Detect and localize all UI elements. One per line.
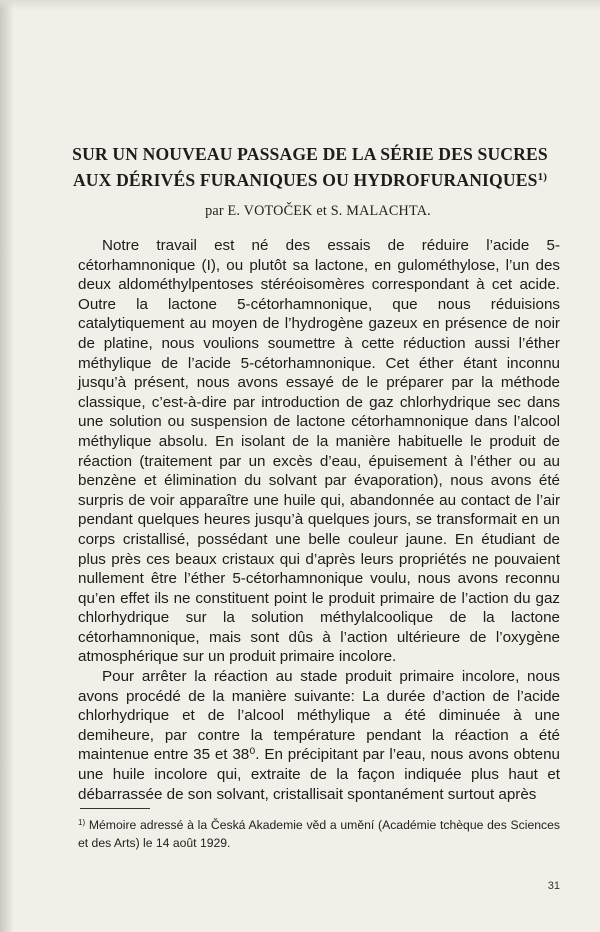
author-line: par E. VOTOČEK et S. MALACHTA. bbox=[205, 203, 431, 219]
page-edge-shadow bbox=[0, 0, 14, 932]
title-line-1: SUR UN NOUVEAU PASSAGE DE LA SÉRIE DES SUCRES bbox=[72, 144, 548, 164]
article-title bbox=[40, 143, 580, 192]
body-paragraph-2: Pour arrêter la réaction au stade produit primaire incolore, nous avons procédé de la manière suivante: La durée d’action de l’acide chlorhydrique et de l’alcool méthylique a été diminuée à une demiheure, par contre la température pendant la réaction a été maintenue entre 35 et 38⁰. En précipitant par l’eau, nous avons obtenu une huile incolore qui, extraite de la façon indiquée plus haut et débarrassée de son solvant, cristallisait spontanément surtout après bbox=[78, 668, 560, 803]
footnote-text: Mémoire adressé à la Česká Akademie věd a umění (Académie tchèque des Sciences et des Arts) le 14 août 1929. bbox=[78, 818, 560, 850]
body-paragraph-1: Notre travail est né des essais de réduire l’acide 5-cétorhamnonique (I), ou plutôt sa lactone, en gulométhylose, l’un des deux aldométhylpentoses stéréoisomères correspondant à cet acide. Outre la lactone 5-cétorhamnonique, que nous réduisions catalytiquement au moyen de l’hydrogène gazeux en présence de noir de platine, nous voulions soumettre à cette réduction aussi l’éther méthylique de l’acide 5-cétorhamnonique. Cet éther étant inconnu jusqu’à présent, nous avons essayé de le préparer par la méthode classique, c’est-à-dire par introduction de gaz chlorhydrique sec dans une solution ou suspension de lactone cétorhamnonique dans l’alcool méthylique absolu. En isolant de la manière habituelle le produit de réaction (traitement par un excès d’eau, épuisement à l’éther ou au benzène et élimination du solvant par évaporation), nous avons été surpris de voir apparaître une huile qui, abandonnée au contact de l’air pendant quelques heures jusqu’à quelques jours, se transformait en un corps cristallisé, possédant une belle couleur jaune. En étudiant de plus près ces beaux cristaux qui d’après leurs propriétés ne pouvaient nullement être l’éther 5-cétorhamnonique voulu, nous avons reconnu qu’en effet ils ne constituent point le produit primaire de l’action du gaz chlorhydrique sur la solution méthylalcoolique de la lactone cétorhamnonique, mais sont dûs à l’action ultérieure de l’oxygène atmosphérique sur un produit primaire incolore. bbox=[78, 237, 560, 666]
footnote bbox=[78, 814, 560, 852]
page-top-shadow bbox=[0, 0, 600, 10]
footnote-marker: 1) bbox=[78, 818, 86, 827]
article-body bbox=[78, 236, 560, 804]
title-footnote-ref: 1) bbox=[537, 171, 548, 183]
title-line-2: AUX DÉRIVÉS FURANIQUES OU HYDROFURANIQUES bbox=[72, 170, 538, 190]
footnote-divider bbox=[80, 808, 150, 809]
page-number: 31 bbox=[547, 880, 560, 892]
